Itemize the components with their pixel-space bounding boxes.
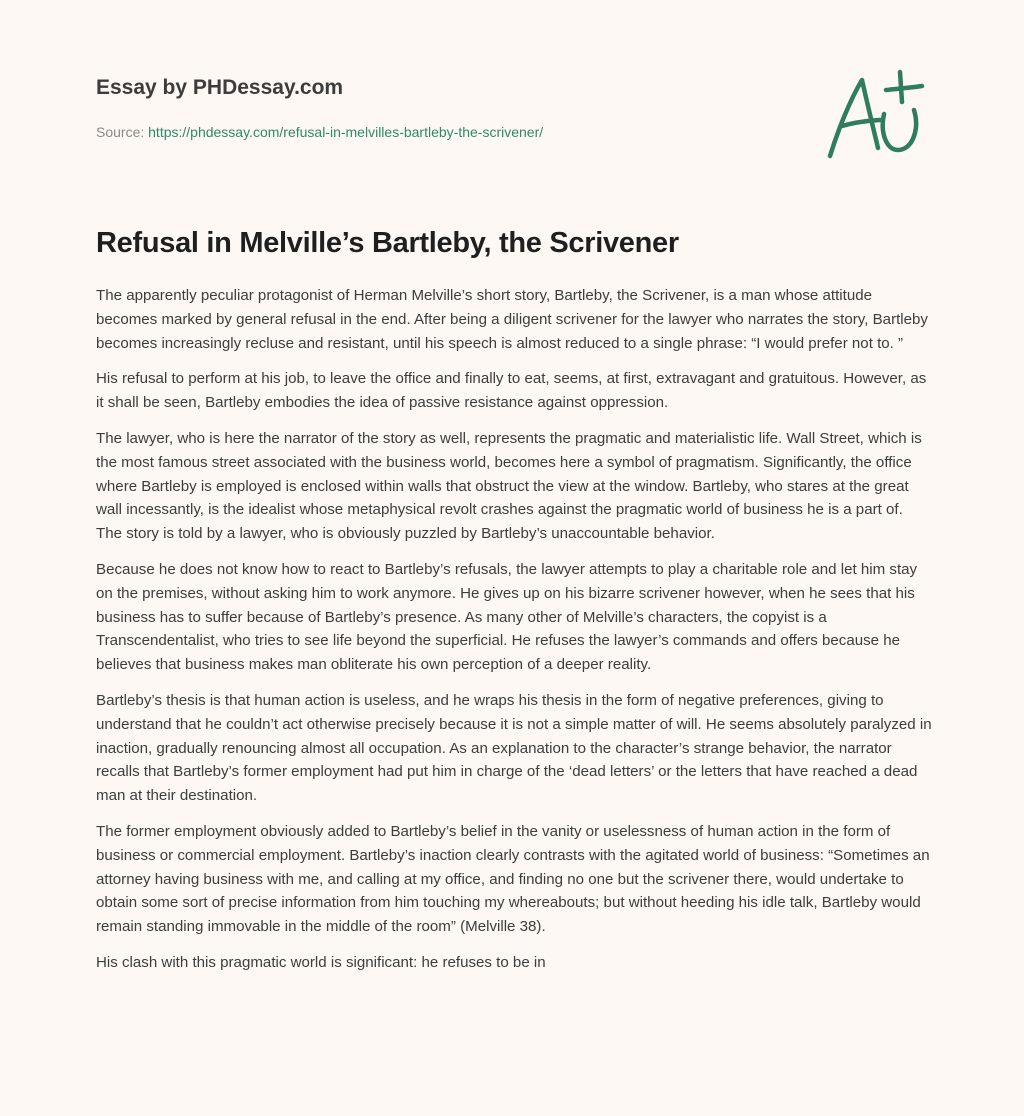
essay-paragraph: Bartleby’s thesis is that human action is useless, and he wraps his thesis in the form of negative preferences, giving to understand that he couldn’t act otherwise precisely because it is not a simple matter of will. He seems absolutely paralyzed in inaction, gradually renouncing almost all occupation. As an explanation to the character’s strange behavior, the narrator recalls that Bartleby’s former employment had put him in charge of the ‘dead letters’ or the letters that have reached a dead man at their destination. [96,691,932,805]
essay-paragraph: The former employment obviously added to Bartleby’s belief in the vanity or uselessness of human action in the form of business or commercial employment. Bartleby’s inaction clearly contrasts with the agitated world of business: “Sometimes an attorney having business with me, and calling at my office, and finding no one but the scrivener there, would undertake to obtain some sort of precise information from him touching my whereabouts; but without heeding his idle talk, Bartleby would remain standing immovable in the middle of the room” (Melville 38). [96,822,930,936]
site-title: Essay by PHDessay.com [96,76,344,99]
essay-paragraph: His clash with this pragmatic world is significant: he refuses to be in [96,953,546,971]
essay-paragraph: The lawyer, who is here the narrator of the story as well, represents the pragmatic and materialistic life. Wall Street, which is the most famous street associated with the business world, becomes here a symbol of pragmatism. Significantly, the office where Bartleby is employed is enclosed within walls that obstruct the view at the window. Bartleby, who stares at the great wall incessantly, is the idealist whose metaphysical revolt crashes against the pragmatic world of business he is a part of. The story is told by a lawyer, who is obviously puzzled by Bartleby’s unaccountable behavior. [96,429,922,543]
source-link[interactable]: https://phdessay.com/refusal-in-melvilles-bartleby-the-scrivener/ [148,124,544,140]
source-line [96,124,543,140]
essay-paragraph: His refusal to perform at his job, to leave the office and finally to eat, seems, at first, extravagant and gratuitous. However, as it shall be seen, Bartleby embodies the idea of passive resistance against oppression. [96,370,927,412]
essay-paragraph: Because he does not know how to react to Bartleby’s refusals, the lawyer attempts to play a charitable role and let him stay on the premises, without asking him to work anymore. He gives up on his bizarre scrivener however, when he sees that his business has to suffer because of Bartleby’s presence. As many other of Melville’s characters, the copyist is a Transcendentalist, who tries to see life beyond the superficial. He refuses the lawyer’s commands and offers because he believes that business makes man obliterate his own perception of a deeper reality. [96,560,918,674]
source-label: Source: [96,124,149,140]
essay-paragraph: The apparently peculiar protagonist of Herman Melville’s short story, Bartleby, the Scrivener, is a man whose attitude becomes marked by general refusal in the end. After being a diligent scrivener for the lawyer who narrates the story, Bartleby becomes increasingly recluse and resistant, until his speech is almost reduced to a single phrase: “I would prefer not to. ” [96,287,928,352]
a-plus-logo-icon [822,68,926,164]
essay-title: Refusal in Melville’s Bartleby, the Scrivener [96,227,679,259]
essay-body [96,284,932,987]
